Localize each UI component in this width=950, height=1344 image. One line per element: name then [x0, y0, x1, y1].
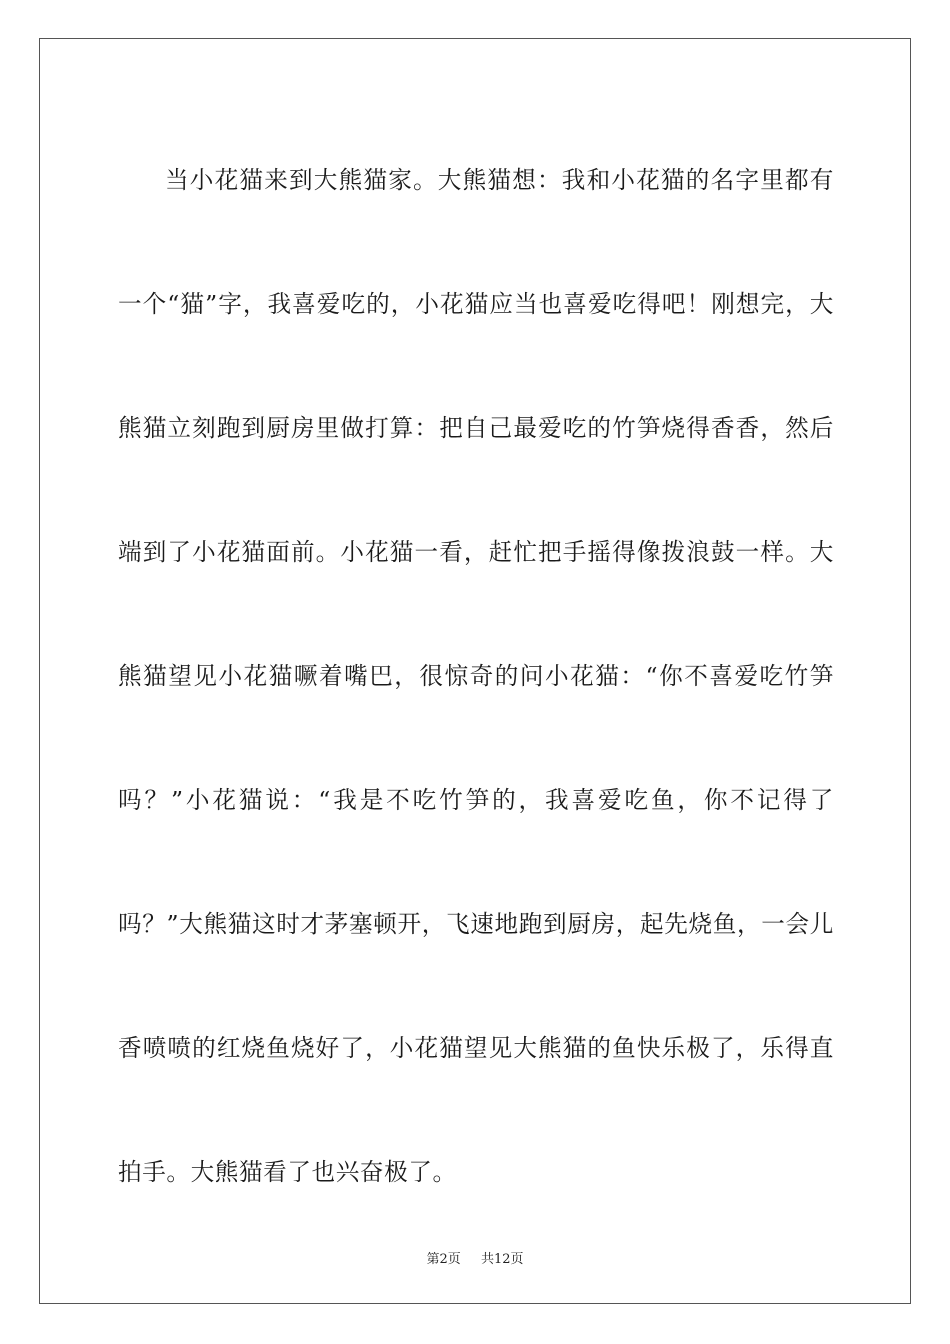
- page-footer: [0, 1248, 950, 1267]
- page-number: 第2页: [426, 1252, 461, 1267]
- page-total: 共12页: [480, 1252, 524, 1267]
- story-paragraph: 当小花猫来到大熊猫家。大熊猫想：我和小花猫的名字里都有一个“猫”字，我喜爱吃的，小花猫应当也喜爱吃得吧！刚想完，大熊猫立刻跑到厨房里做打算：把自己最爱吃的竹笋烧得香香，然后端到了小花猫面前。小花猫一看，赶忙把手摇得像拨浪鼓一样。大熊猫望见小花猫噘着嘴巴，很惊奇的问小花猫：“你不喜爱吃竹笋吗？”小花猫说：“我是不吃竹笋的，我喜爱吃鱼，你不记得了吗？”大熊猫这时才茅塞顿开，飞速地跑到厨房，起先烧鱼，一会儿香喷喷的红烧鱼烧好了，小花猫望见大熊猫的鱼快乐极了，乐得直拍手。大熊猫看了也兴奋极了。: [118, 166, 834, 1186]
